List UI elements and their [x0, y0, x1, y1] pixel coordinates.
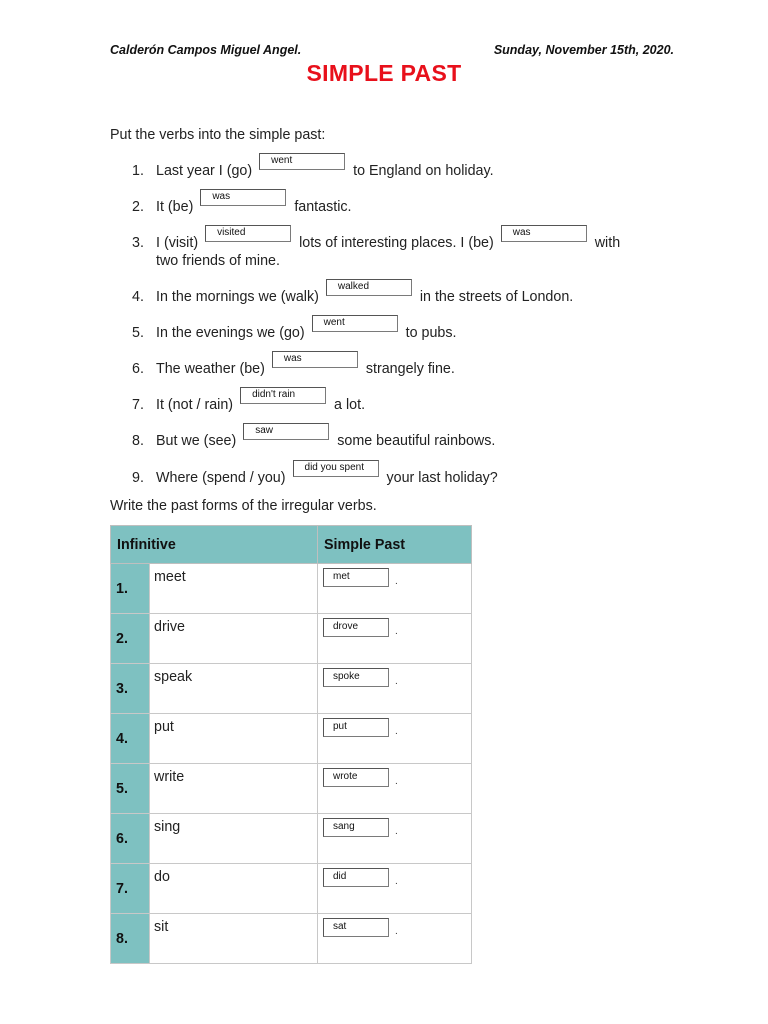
- item-rest: your last holiday?: [386, 470, 498, 486]
- item-number: 1.: [132, 163, 144, 179]
- answer-field[interactable]: was: [272, 351, 358, 368]
- header-simple-past: Simple Past: [318, 526, 472, 564]
- page-title: SIMPLE PAST: [306, 60, 462, 86]
- author-name: Calderón Campos Miguel Angel.: [110, 43, 302, 57]
- past-cell: [318, 864, 472, 914]
- item-prompt: The weather (be): [156, 361, 265, 377]
- row-suffix: .: [395, 576, 398, 587]
- row-number: 6.: [111, 814, 150, 864]
- item-number: 7.: [132, 397, 144, 413]
- irregular-verbs-table: [110, 525, 472, 964]
- row-number: 8.: [111, 914, 150, 964]
- row-suffix: .: [395, 826, 398, 837]
- past-answer-field[interactable]: did: [323, 868, 389, 887]
- past-answer-field[interactable]: sat: [323, 918, 389, 937]
- table-row: [111, 614, 472, 664]
- row-number: 7.: [111, 864, 150, 914]
- item-rest: lots of interesting places. I (be): [299, 235, 494, 251]
- item-rest: to pubs.: [405, 325, 457, 341]
- instruction-part2: Write the past forms of the irregular verbs.: [110, 498, 377, 514]
- past-answer-field[interactable]: sang: [323, 818, 389, 837]
- item-rest: a lot.: [334, 397, 366, 413]
- item-number: 9.: [132, 470, 144, 486]
- item-prompt: But we (see): [156, 433, 237, 449]
- row-suffix: .: [395, 726, 398, 737]
- past-answer-field[interactable]: met: [323, 568, 389, 587]
- item-number: 2.: [132, 199, 144, 215]
- past-cell: [318, 564, 472, 614]
- answer-field[interactable]: walked: [326, 279, 412, 296]
- answer-field-2[interactable]: was: [501, 225, 587, 242]
- row-suffix: .: [395, 676, 398, 687]
- past-cell: [318, 914, 472, 964]
- item-prompt: It (not / rain): [156, 397, 234, 413]
- table-row: [111, 764, 472, 814]
- item-rest: in the streets of London.: [419, 289, 574, 305]
- item-number: 6.: [132, 361, 144, 377]
- item-prompt: It (be): [156, 199, 194, 215]
- infinitive-cell: write: [150, 764, 318, 814]
- item-prompt: Where (spend / you): [156, 470, 286, 486]
- item-rest: fantastic.: [294, 199, 352, 215]
- past-cell: [318, 664, 472, 714]
- instruction-part1: Put the verbs into the simple past:: [110, 127, 326, 143]
- row-number: 1.: [111, 564, 150, 614]
- infinitive-cell: drive: [150, 614, 318, 664]
- item-prompt: I (visit): [156, 235, 199, 251]
- item-rest-2: with: [594, 235, 621, 251]
- table-row: [111, 864, 472, 914]
- table-header-row: [111, 526, 472, 564]
- past-answer-field[interactable]: wrote: [323, 768, 389, 787]
- infinitive-cell: put: [150, 714, 318, 764]
- header-infinitive: Infinitive: [111, 526, 318, 564]
- item-prompt: In the evenings we (go): [156, 325, 305, 341]
- past-answer-field[interactable]: spoke: [323, 668, 389, 687]
- table-row: [111, 814, 472, 864]
- infinitive-cell: sit: [150, 914, 318, 964]
- item-rest: some beautiful rainbows.: [337, 433, 496, 449]
- answer-field[interactable]: didn't rain: [240, 387, 326, 404]
- row-number: 4.: [111, 714, 150, 764]
- item-number: 3.: [132, 235, 144, 251]
- item-number: 4.: [132, 289, 144, 305]
- past-cell: [318, 614, 472, 664]
- item-continuation: two friends of mine.: [156, 253, 280, 269]
- answer-field[interactable]: went: [312, 315, 398, 332]
- past-cell: [318, 814, 472, 864]
- row-number: 3.: [111, 664, 150, 714]
- past-answer-field[interactable]: put: [323, 718, 389, 737]
- table-row: [111, 664, 472, 714]
- past-cell: [318, 764, 472, 814]
- answer-field[interactable]: was: [200, 189, 286, 206]
- infinitive-cell: sing: [150, 814, 318, 864]
- table-row: [111, 714, 472, 764]
- infinitive-cell: do: [150, 864, 318, 914]
- item-rest: strangely fine.: [365, 361, 455, 377]
- infinitive-cell: speak: [150, 664, 318, 714]
- past-answer-field[interactable]: drove: [323, 618, 389, 637]
- item-number: 5.: [132, 325, 144, 341]
- table-row: [111, 564, 472, 614]
- past-cell: [318, 714, 472, 764]
- infinitive-cell: meet: [150, 564, 318, 614]
- item-rest: to England on holiday.: [353, 163, 494, 179]
- answer-field[interactable]: did you spent: [293, 460, 379, 477]
- table-row: [111, 914, 472, 964]
- row-suffix: .: [395, 776, 398, 787]
- item-prompt: In the mornings we (walk): [156, 289, 319, 305]
- document-date: Sunday, November 15th, 2020.: [493, 43, 674, 57]
- row-suffix: .: [395, 626, 398, 637]
- row-number: 2.: [111, 614, 150, 664]
- answer-field[interactable]: saw: [243, 423, 329, 440]
- row-suffix: .: [395, 926, 398, 937]
- item-prompt: Last year I (go): [156, 163, 253, 179]
- row-suffix: .: [395, 876, 398, 887]
- row-number: 5.: [111, 764, 150, 814]
- answer-field[interactable]: visited: [205, 225, 291, 242]
- answer-field[interactable]: went: [259, 153, 345, 170]
- item-number: 8.: [132, 433, 144, 449]
